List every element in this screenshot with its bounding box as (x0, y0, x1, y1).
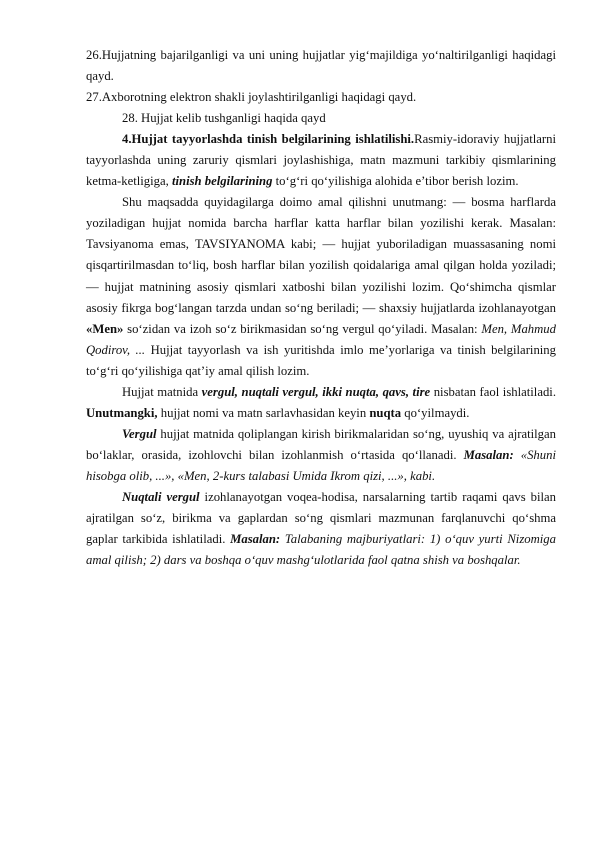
punctuation-marks-paragraph (86, 382, 556, 424)
paragraph-text: 28. Hujjat kelib tushganligi haqida qayd (122, 111, 326, 126)
emphasis-text: tinish belgilarining (171, 174, 273, 189)
term-heading: Vergul (122, 426, 157, 441)
paragraph-text: 26.Hujjatning bajarilganligi va uni uning hujjatlar yig‘majildiga yo‘naltirilganligi haqidagi qayd. (86, 48, 556, 84)
example-label: Masalan: (463, 447, 514, 462)
italic-example: «Shuni hisobga olib, ...», «Men, 2-kurs talabasi Umida Ikrom qizi, ...», kabi. (86, 447, 556, 483)
italic-example: Talabaning majburiyatlari: 1) o‘quv yurti Nizomiga amal qilish; 2) dars va boshqa o‘quv mashg‘ulotlarida faol qatna shish va boshqalar. (86, 532, 556, 568)
nuqtali-vergul-paragraph (86, 487, 556, 571)
text-run: hujjat matnida qoliplangan kirish birikmalaridan so‘ng, uyushiq va ajratilgan bo‘laklar, orasida, izohlovchi bilan izohlanmish o‘rtasida qo‘llanadi. (86, 426, 556, 462)
bold-text: nuqta (369, 405, 402, 420)
text-run: Hujjat tayyorlash va ish yuritishda imlo me’yorlariga va tinish belgilarining to‘g‘ri qo‘yilishiga qat’iy amal qilish lozim. (86, 342, 556, 378)
vergul-paragraph (86, 424, 556, 487)
section-heading: 4.Hujjat tayyorlashda tinish belgilarining ishlatilishi. (122, 132, 415, 147)
term-heading: Nuqtali vergul (122, 489, 200, 504)
paragraph-text: 27.Axborotning elektron shakli joylashtirilganligi haqidagi qayd. (86, 90, 417, 105)
text-run: nisbatan faol ishlatiladi. (430, 384, 557, 399)
paragraph-item-26 (86, 45, 556, 87)
paragraph-item-28 (86, 108, 556, 129)
bold-text: «Men» (86, 321, 124, 336)
text-run: Hujjat matnida (122, 384, 202, 399)
example-label: Masalan: (230, 532, 281, 547)
text-run: to‘g‘ri qo‘yilishiga alohida e’tibor berish lozim. (272, 174, 519, 189)
text-run: hujjat nomi va matn sarlavhasidan keyin (157, 405, 370, 420)
italic-example: Men, Mahmud Qodirov, ... (86, 321, 556, 357)
emphasis-text: vergul, nuqtali vergul, ikki nuqta, qavs, tire (201, 384, 431, 399)
text-run: so‘zidan va izoh so‘z birikmasidan so‘ng vergul qo‘yiladi. Masalan: (123, 321, 482, 336)
section-4-paragraph (86, 129, 556, 192)
bold-text: Unutmangki, (86, 405, 158, 420)
rules-paragraph (86, 192, 556, 381)
text-run: Rasmiy-idoraviy hujjatlarni tayyorlashda uning zaruriy qismlari joylashishiga, matn mazmuni tarkibiy qismlarining ketma-ketligiga, (86, 132, 556, 189)
document-page (86, 45, 556, 571)
paragraph-item-27 (86, 87, 556, 108)
text-run: qo‘yilmaydi. (401, 405, 470, 420)
text-run: izohlanayotgan voqea-hodisa, narsalarning tartib raqami qavs bilan ajratilgan so‘z, birikma va gaplardan so‘ng qismlari mazmunan farqlanuvchi qo‘shma gaplar tarkibida ishlatiladi. (86, 489, 556, 547)
text-run: Shu maqsadda quyidagilarga doimo amal qilishni unutmang: — bosma harflarda yoziladigan hujjat nomida barcha harflar katta harflar bilan yozilishi kerak. Masalan: Tavsiyanoma emas, TAVSIYANOMA kabi; — hujjat yuboriladigan muassasaning nomi qisqartirilmasdan to‘liq, bosh harflar bilan yozilish qoidalariga amal qilgan holda yoziladi; — hujjat matnining asosiy qismlari xatboshi bilan yozilishi lozim. Qo‘shimcha qismlar asosiy fikrga bog‘langan tarzda undan so‘ng beriladi; — shaxsiy hujjatlarda izohlanayotgan (86, 195, 556, 315)
